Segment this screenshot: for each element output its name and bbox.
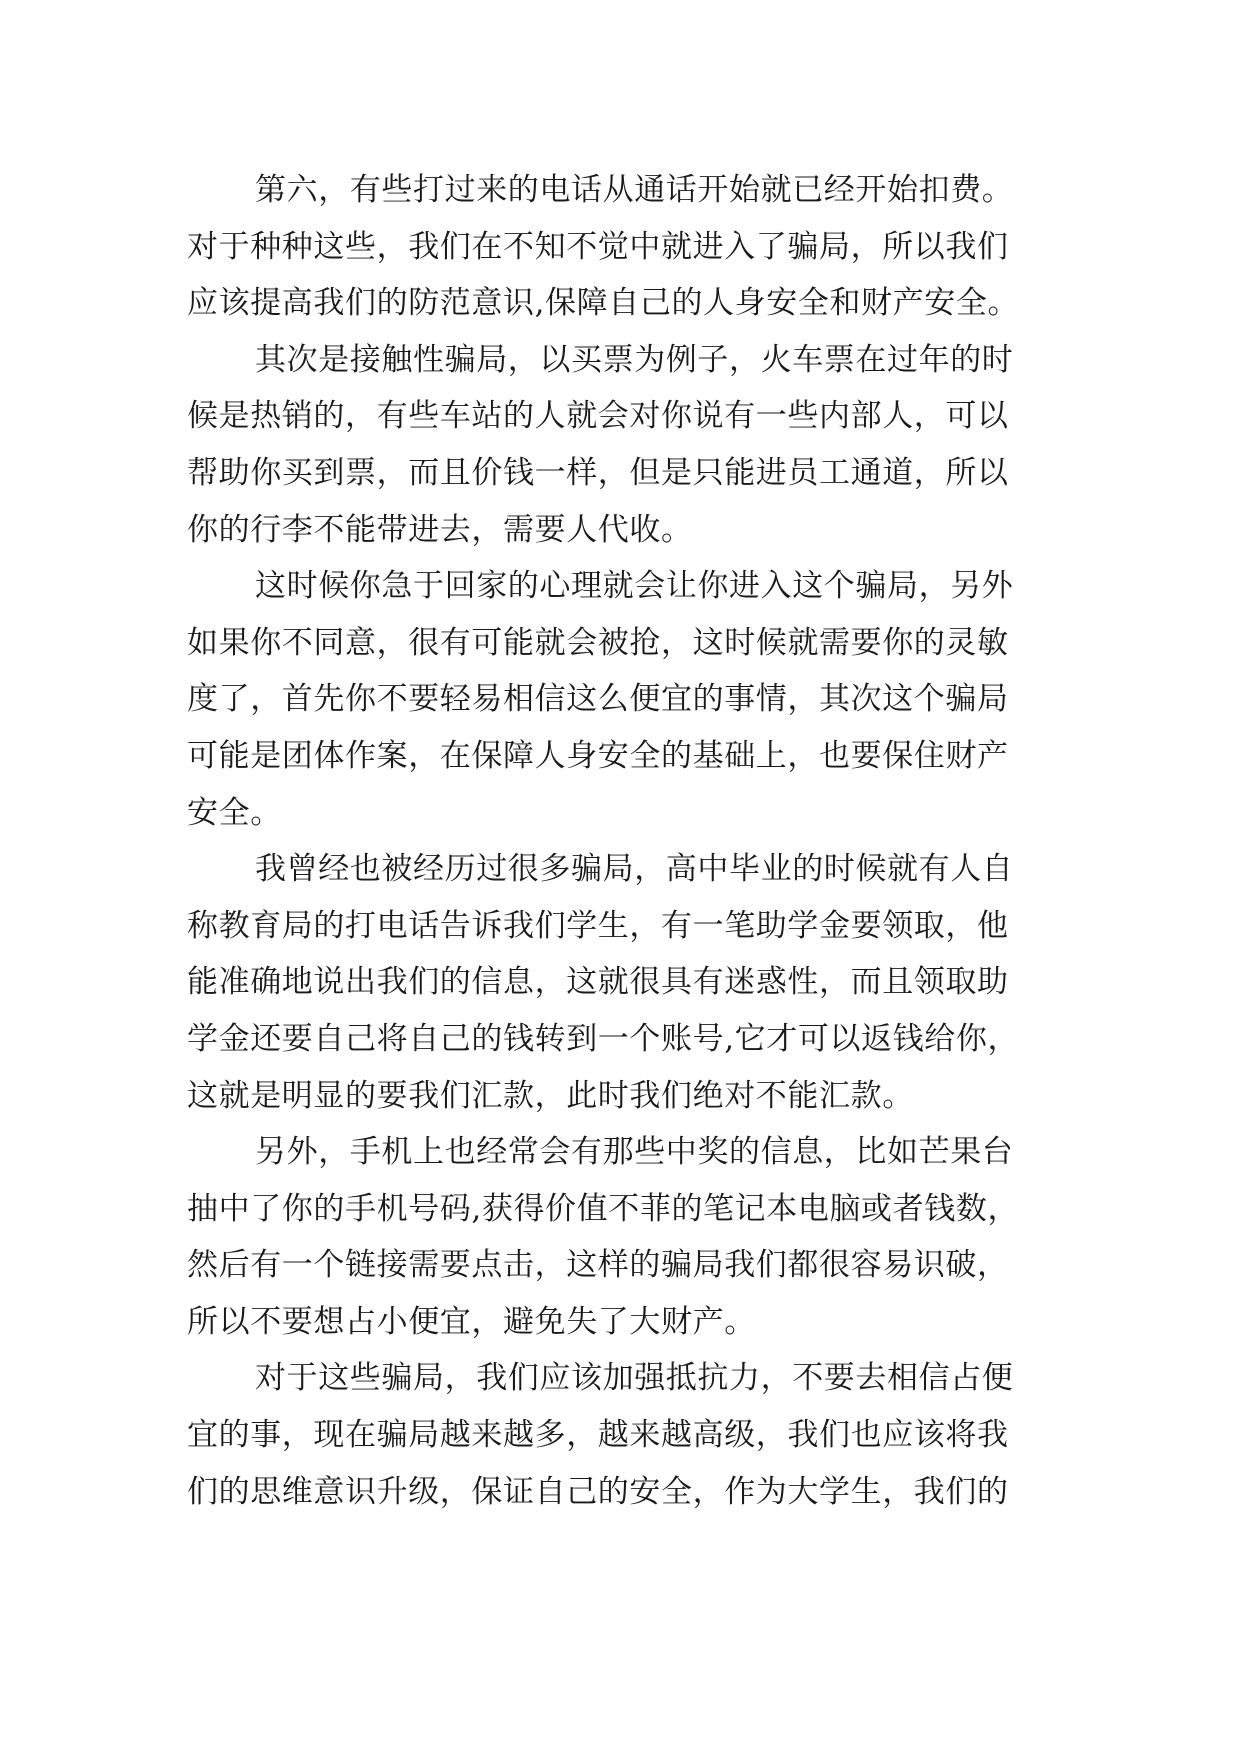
text-line: 然后有一个链接需要点击，这样的骗局我们都很容易识破， bbox=[187, 1247, 1009, 1284]
text-line: 你的行李不能带进去，需要人代收。 bbox=[187, 511, 693, 548]
text-line: 安全。 bbox=[187, 794, 282, 831]
text-line: 应该提高我们的防范意识,保障自己的人身安全和财产安全。 bbox=[187, 285, 1020, 322]
text-line: 如果你不同意，很有可能就会被抢，这时候就需要你的灵敏 bbox=[187, 624, 1009, 661]
body-text bbox=[187, 162, 1087, 1520]
paragraph-first-line: 这时候你急于回家的心理就会让你进入这个骗局，另外 bbox=[255, 568, 1014, 605]
text-line: 能准确地说出我们的信息，这就很具有迷惑性，而且领取助 bbox=[187, 964, 1009, 1001]
text-line: 宜的事，现在骗局越来越多，越来越高级，我们也应该将我 bbox=[187, 1417, 1009, 1454]
text-line: 对于种种这些，我们在不知不觉中就进入了骗局，所以我们 bbox=[187, 228, 1009, 265]
paragraph-first-line: 第六，有些打过来的电话从通话开始就已经开始扣费。 bbox=[255, 172, 1014, 208]
text-line: 度了，首先你不要轻易相信这么便宜的事情，其次这个骗局 bbox=[187, 681, 1009, 718]
text-line: 帮助你买到票，而且价钱一样，但是只能进员工通道，所以 bbox=[187, 454, 1009, 491]
text-line: 可能是团体作案，在保障人身安全的基础上，也要保住财产 bbox=[187, 737, 1009, 774]
text-line: 这就是明显的要我们汇款，此时我们绝对不能汇款。 bbox=[187, 1077, 914, 1114]
text-line: 称教育局的打电话告诉我们学生，有一笔助学金要领取，他 bbox=[187, 907, 1009, 944]
text-line: 学金还要自己将自己的钱转到一个账号,它才可以返钱给你， bbox=[187, 1020, 1020, 1057]
paragraph-first-line: 另外，手机上也经常会有那些中奖的信息，比如芒果台 bbox=[255, 1134, 1014, 1171]
paragraph-first-line: 我曾经也被经历过很多骗局，高中毕业的时候就有人自 bbox=[255, 851, 1014, 888]
text-line: 抽中了你的手机号码,获得价值不菲的笔记本电脑或者钱数， bbox=[187, 1190, 1020, 1227]
paragraph-first-line: 对于这些骗局，我们应该加强抵抗力，不要去相信占便 bbox=[255, 1360, 1014, 1397]
paragraph-first-line: 其次是接触性骗局，以买票为例子，火车票在过年的时 bbox=[255, 341, 1014, 378]
text-line: 所以不要想占小便宜，避免失了大财产。 bbox=[187, 1303, 756, 1340]
text-line: 候是热销的，有些车站的人就会对你说有一些内部人，可以 bbox=[187, 398, 1009, 435]
text-line: 们的思维意识升级，保证自己的安全，作为大学生，我们的 bbox=[187, 1473, 1009, 1510]
